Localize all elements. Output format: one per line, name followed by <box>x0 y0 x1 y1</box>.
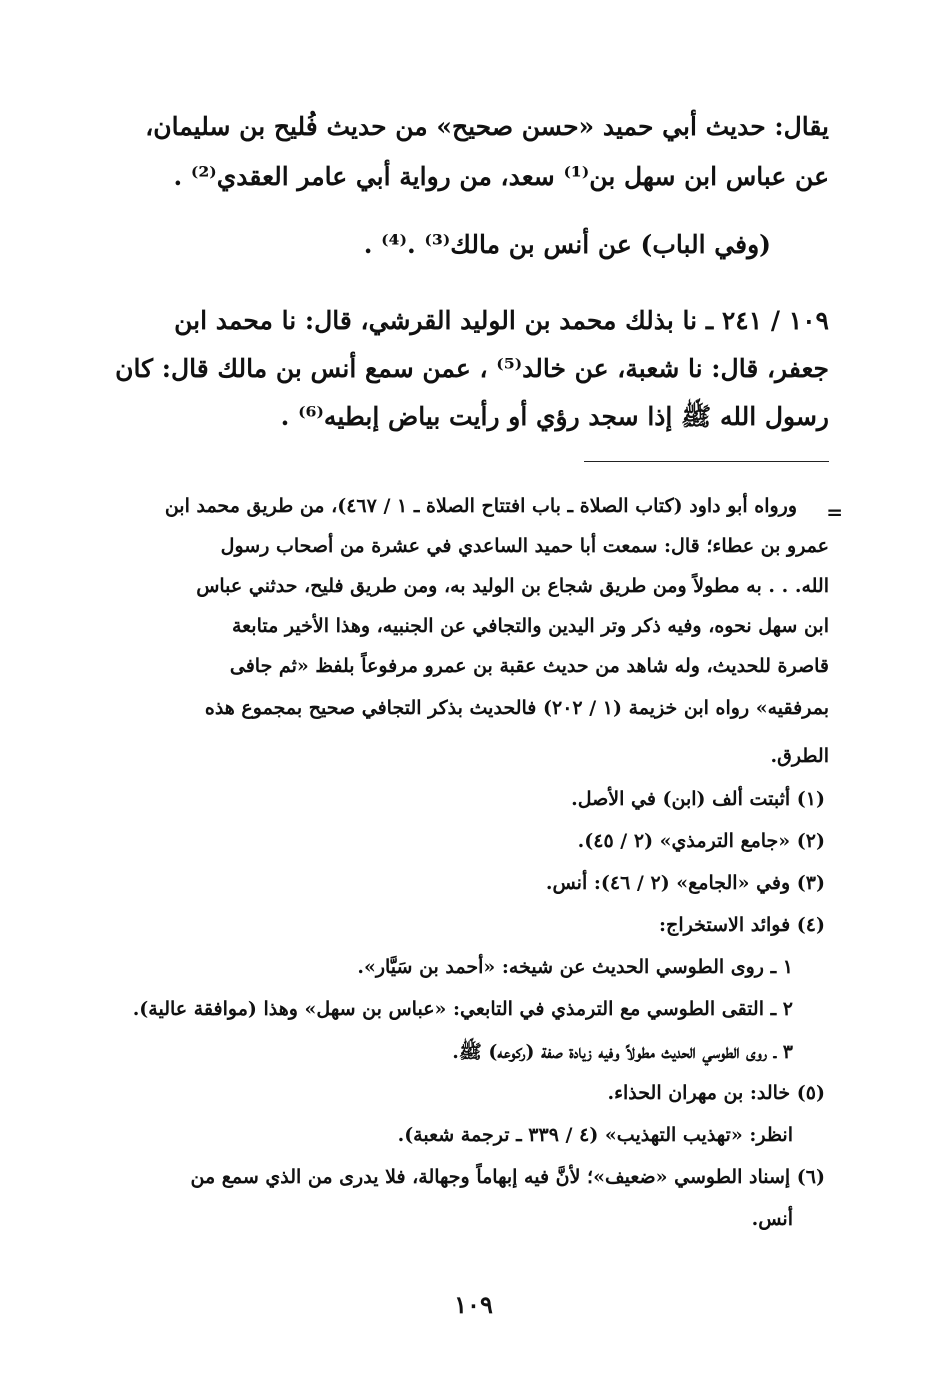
footnote-6-cont: أنس. <box>751 1208 793 1230</box>
footnote-line: عمرو بن عطاء؛ قال: سمعت أبا حميد الساعدي في عشرة من أصحاب رسول <box>220 535 829 557</box>
main-text-line: عن عباس ابن سهل بن⁽¹⁾ سعد، من رواية أبي عامر العقدي⁽²⁾ . <box>173 162 829 191</box>
footnote-2: (٢) «جامع الترمذي» (٢ / ٤٥). <box>577 830 825 852</box>
footnote-3: (٣) وفي «الجامع» (٢ / ٤٦): أنس. <box>545 872 825 894</box>
main-text-line: ١٠٩ / ٢٤١ ـ نا بذلك محمد بن الوليد القرشي، قال: نا محمد ابن <box>174 306 829 335</box>
footnote-1: (١) أثبتت ألف (ابن) في الأصل. <box>571 788 825 810</box>
footnote-4-item: ١ ـ روى الطوسي الحديث عن شيخه: «أحمد بن سَيَّار». <box>357 956 793 978</box>
main-text-line: يقال: حديث أبي حميد «حسن صحيح» من حديث فُليح بن سليمان، <box>145 112 829 141</box>
page-number: ١٠٩ <box>454 1290 493 1319</box>
footnote-line: الله. . . به مطولاً ومن طريق شجاع بن الوليد به، ومن طريق فليح، حدثني عباس <box>196 575 829 597</box>
main-text-line: جعفر، قال: نا شعبة، عن خالد⁽⁵⁾ ، عمن سمع أنس بن مالك قال: كان <box>115 354 829 383</box>
footnote-6: (٦) إسناد الطوسي «ضعيف»؛ لأنَّ فيه إبهاماً وجهالة، فلا يدرى من الذي سمع من <box>190 1166 825 1188</box>
footnote-line: ابن سهل نحوه، وفيه ذكر وتر اليدين والتجافي عن الجنبيه، وهذا الأخير متابعة <box>231 615 829 637</box>
footnote-line: بمرفقيه» رواه ابن خزيمة (١ / ٢٠٢) فالحديث بذكر التجافي صحيح بمجموع هذه <box>204 697 829 719</box>
footnote-5: (٥) خالد: بن مهران الحذاء. <box>607 1082 825 1104</box>
footnote-4-item: ٢ ـ التقى الطوسي مع الترمذي في التابعي: «عباس بن سهل» وهذا (موافقة عالية). <box>132 998 793 1020</box>
footnote-line: قاصرة للحديث، وله شاهد من حديث عقبة بن عمرو مرفوعاً بلفظ «ثم جافى <box>229 655 829 677</box>
footnote-separator <box>584 461 829 462</box>
footnote-5-ref: انظر: «تهذيب التهذيب» (٤ / ٣٣٩ ـ ترجمة شعبة). <box>397 1124 793 1146</box>
main-text-line: رسول الله ﷺ إذا سجد رؤي أو رأيت بياض إبطيه⁽⁶⁾ . <box>280 402 829 431</box>
footnote-line: الطرق. <box>770 745 829 767</box>
footnote-4: (٤) فوائد الاستخراج: <box>659 914 825 936</box>
main-text-line: (وفي الباب) عن أنس بن مالك⁽³⁾ .⁽⁴⁾ . <box>363 230 771 259</box>
continuation-marker: = <box>826 500 843 524</box>
footnote-line: ورواه أبو داود (كتاب الصلاة ـ باب افتتاح الصلاة ـ ١ / ٤٦٧)، من طريق محمد ابن <box>164 495 797 517</box>
footnote-4-item: ٣ ـ روى الطوسي الحديث مطولاً وفيه زيادة صفة (ركوعه) ﷺ. <box>452 1041 793 1063</box>
